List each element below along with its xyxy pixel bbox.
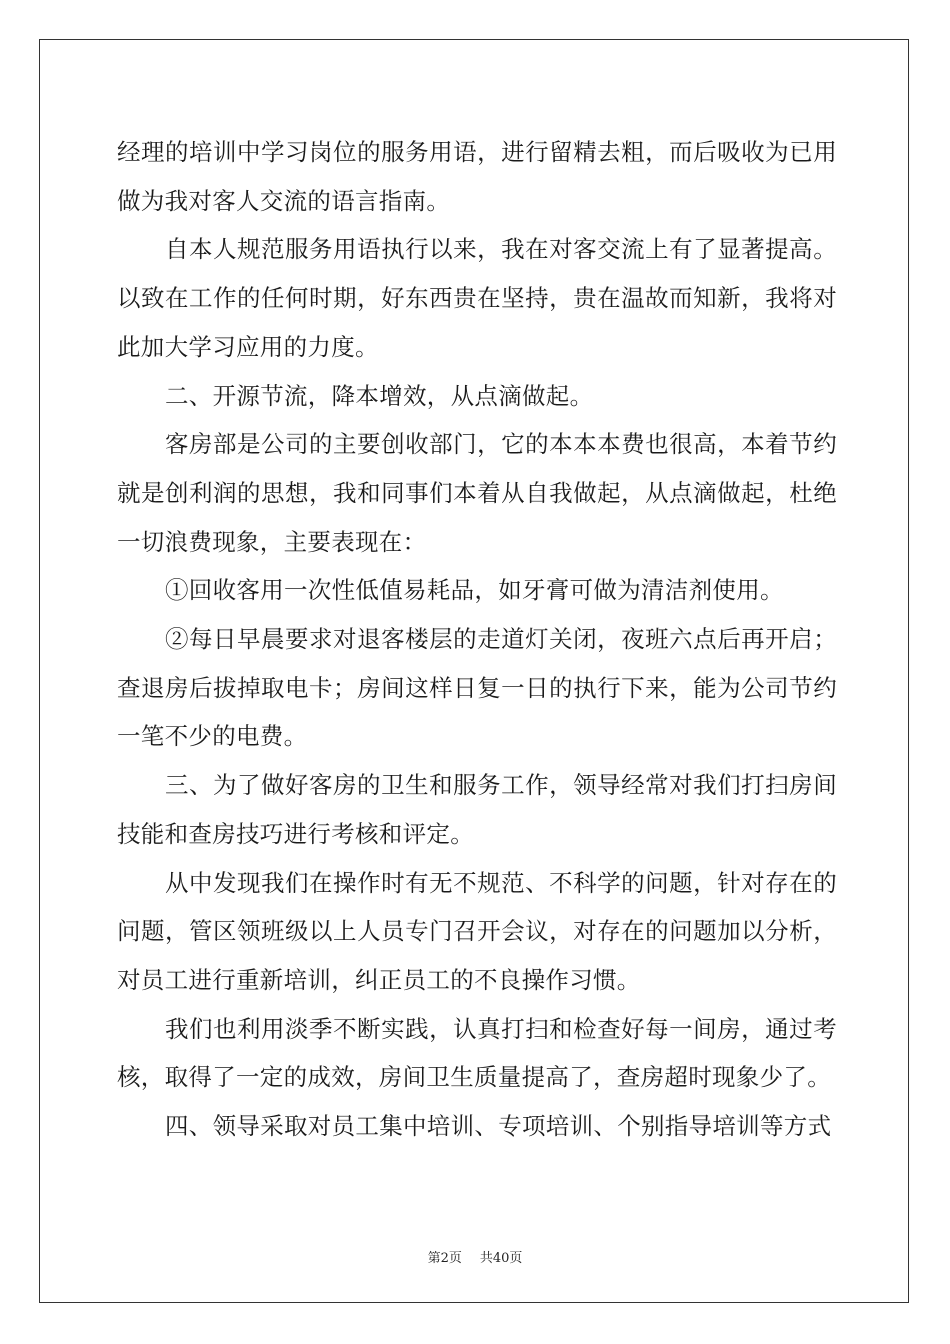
paragraph-1: 经理的培训中学习岗位的服务用语，进行留精去粗，而后吸收为已用做为我对客人交流的语言指南。 [117,138,837,215]
page-total: 共40页 [479,1251,523,1266]
section-heading-2: 二、开源节流，降本增效，从点滴做起。 [165,381,594,410]
page-footer [0,1247,950,1266]
section-heading-4: 四、领导采取对员工集中培训、专项培训、个别指导培训等方式 [165,1112,832,1141]
section-heading-3: 三、为了做好客房的卫生和服务工作，领导经常对我们打扫房间技能和查房技巧进行考核和评定。 [117,771,837,848]
paragraph-8: 从中发现我们在操作时有无不规范、不科学的问题，针对存在的问题，管区领班级以上人员专门召开会议，对存在的问题加以分析，对员工进行重新培训，纠正员工的不良操作习惯。 [117,868,837,994]
paragraph-4: 客房部是公司的主要创收部门，它的本本本费也很高，本着节约就是创利润的思想，我和同事们本着从自我做起，从点滴做起，杜绝一切浪费现象，主要表现在： [117,430,837,556]
list-item-1: ①回收客用一次性低值易耗品，如牙膏可做为清洁剂使用。 [165,576,784,605]
list-item-2: ②每日早晨要求对退客楼层的走道灯关闭，夜班六点后再开启；查退房后拔掉取电卡；房间这样日复一日的执行下来，能为公司节约一笔不少的电费。 [117,625,837,751]
paragraph-9: 我们也利用淡季不断实践，认真打扫和检查好每一间房，通过考核，取得了一定的成效，房间卫生质量提高了，查房超时现象少了。 [117,1014,837,1092]
document-body [117,128,837,1151]
page-number: 第2页 [427,1251,462,1266]
paragraph-2: 自本人规范服务用语执行以来，我在对客交流上有了显著提高。以致在工作的任何时期，好东西贵在坚持，贵在温故而知新，我将对此加大学习应用的力度。 [117,235,837,361]
